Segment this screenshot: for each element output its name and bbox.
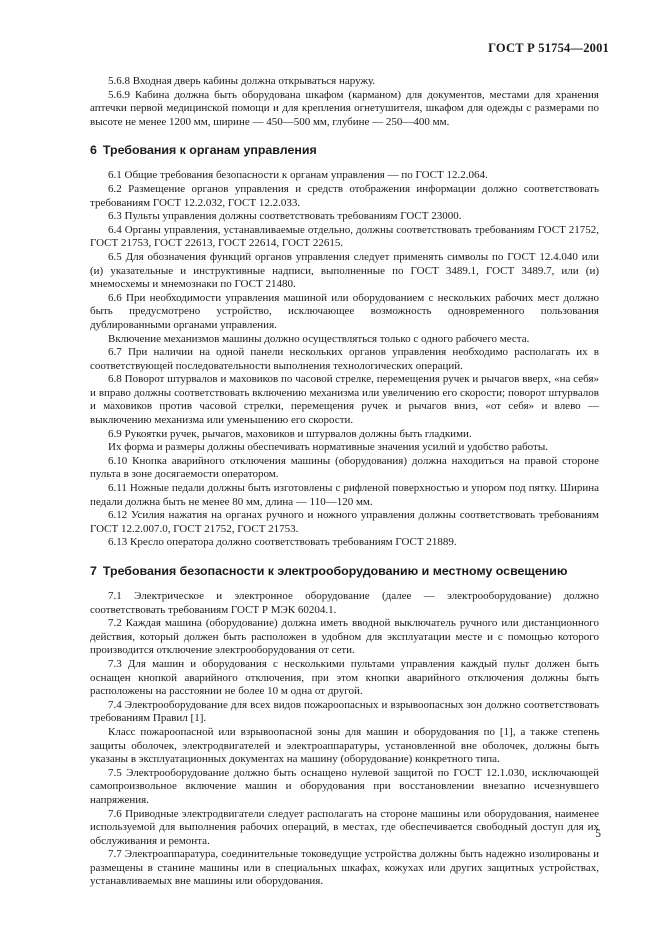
paragraph: 6.12 Усилия нажатия на органах ручного и ножного управления должны соответствовать требованиям ГОСТ 12.2.007.0, ГОСТ 21752, ГОСТ 21753.	[90, 509, 599, 535]
section-heading-6	[90, 143, 599, 158]
section-number: 7	[90, 564, 97, 578]
section-title: Требования безопасности к электрооборудованию и местному освещению	[102, 564, 568, 578]
paragraph: 6.3 Пульты управления должны соответствовать требованиям ГОСТ 23000.	[108, 210, 462, 223]
paragraph: 6.9 Рукоятки ручек, рычагов, маховиков и штурвалов должны быть гладкими.	[108, 427, 472, 440]
paragraph: 6.1 Общие требования безопасности к органам управления — по ГОСТ 12.2.064.	[108, 169, 488, 182]
paragraph: 7.7 Электроаппаратура, соединительные токоведущие устройства должны быть надежно изолированы и размещены в станине машины или в специальных шкафах, кожухах или других защитных устройствах, устанавливаемых вне машины или оборудования.	[90, 848, 599, 888]
section-title: Требования к органам управления	[102, 143, 317, 158]
paragraph: 6.2 Размещение органов управления и средств отображения информации должно соответствовать требованиям ГОСТ 12.2.032, ГОСТ 12.2.033.	[90, 182, 599, 209]
paragraph: 7.3 Для машин и оборудования с несколькими пультами управления каждый пульт должен быть оснащен кнопкой аварийного отключения, при этом кнопки аварийного отключения должны быть расположены на расстоянии не более 10 м одна от другой.	[90, 657, 599, 698]
paragraph: 6.11 Ножные педали должны быть изготовлены с рифленой поверхностью и упором под пятку. Ширина педали должна быть не менее 80 мм, длина — 110—120 мм.	[90, 482, 599, 508]
paragraph: 5.6.9 Кабина должна быть оборудована шкафом (карманом) для документов, местами для хранения аптечки первой медицинской помощи и для крепления огнетушителя, шкафом для одежды с размерами по высоте не менее 1200 мм, ширине — 450—500 мм, глубине — 250—400 мм.	[90, 88, 599, 128]
paragraph: 5.6.8 Входная дверь кабины должна открываться наружу.	[108, 75, 376, 87]
paragraph: 6.10 Кнопка аварийного отключения машины (оборудования) должна находиться на правой стороне пульта в зоне досягаемости оператором.	[90, 454, 599, 481]
paragraph: 6.7 При наличии на одной панели нескольких органов управления необходимо располагать их в соответствующей последовательности выполнения технологических операций.	[90, 346, 599, 372]
document-code-header: ГОСТ Р 51754—2001	[488, 41, 609, 55]
paragraph: 6.8 Поворот штурвалов и маховиков по часовой стрелке, перемещения ручек и рычагов вверх, «на себя» и вправо должны соответствовать включению механизма или увеличению его скорости; поворот штурвалов и маховиков против часовой стрелки, перемещения ручек и рычагов вниз, «от себя» и влево — выключению механизма или уменьшению его скорости.	[90, 373, 599, 427]
page-number: 5	[595, 828, 601, 840]
paragraph: 7.2 Каждая машина (оборудование) должна иметь вводной выключатель ручного или дистанционного действия, который должен быть расположен в удобном для эксплуатации месте и с помощью которого производится отключение электрооборудования от сети.	[90, 617, 599, 657]
paragraph: 7.4 Электрооборудование для всех видов пожароопасных и взрывоопасных зон должно соответствовать требованиям Правил [1].	[90, 698, 599, 725]
section-number: 6	[90, 143, 97, 158]
paragraph: Их форма и размеры должны обеспечивать нормативные значения усилий и удобство работы.	[108, 441, 548, 454]
paragraph: 7.5 Электрооборудование должно быть оснащено нулевой защитой по ГОСТ 12.1.030, исключающей самопроизвольное включение машин и оборудования при восстановлении внезапно исчезнувшего напряжения.	[90, 766, 599, 806]
paragraph: 7.6 Приводные электродвигатели следует располагать на стороне машины или оборудования, наименее используемой для выполнения рабочих операций, в местах, где обеспечивается свободный доступ для их обслуживания и ремонта.	[90, 807, 599, 847]
paragraph: Класс пожароопасной или взрывоопасной зоны для машин и оборудования по [1], а также степень защиты оболочек, электродвигателей и электроаппаратуры, установленной вне оболочек, должны быть указаны в эксплуатационных документах на машину (оборудование) конкретного типа.	[90, 725, 599, 766]
paragraph: 6.4 Органы управления, устанавливаемые отдельно, должны соответствовать требованиям ГОСТ 21752, ГОСТ 21753, ГОСТ 22613, ГОСТ 22614, ГОСТ 22615.	[90, 223, 599, 250]
paragraph: 6.6 При необходимости управления машиной или оборудованием с нескольких рабочих мест должно быть предусмотрено устройство, исключающее возможность одновременного пользования дублированными органами управления.	[90, 291, 599, 331]
paragraph: Включение механизмов машины должно осуществляться только с одного рабочего места.	[108, 332, 530, 345]
section-heading-7	[90, 564, 599, 579]
paragraph: 7.1 Электрическое и электронное оборудование (далее — электрооборудование) должно соответствовать требованиям ГОСТ Р МЭК 60204.1.	[90, 590, 599, 616]
paragraph: 6.13 Кресло оператора должно соответствовать требованиям ГОСТ 21889.	[108, 536, 457, 549]
page-content	[90, 75, 599, 889]
paragraph: 6.5 Для обозначения функций органов управления следует применять символы по ГОСТ 12.4.040 или (и) указательные и инструктивные надписи, выполненные по ГОСТ 3489.1, ГОСТ 3489.7, или (и) мнемосхемы и мнемознаки по ГОСТ 21480.	[90, 250, 599, 291]
